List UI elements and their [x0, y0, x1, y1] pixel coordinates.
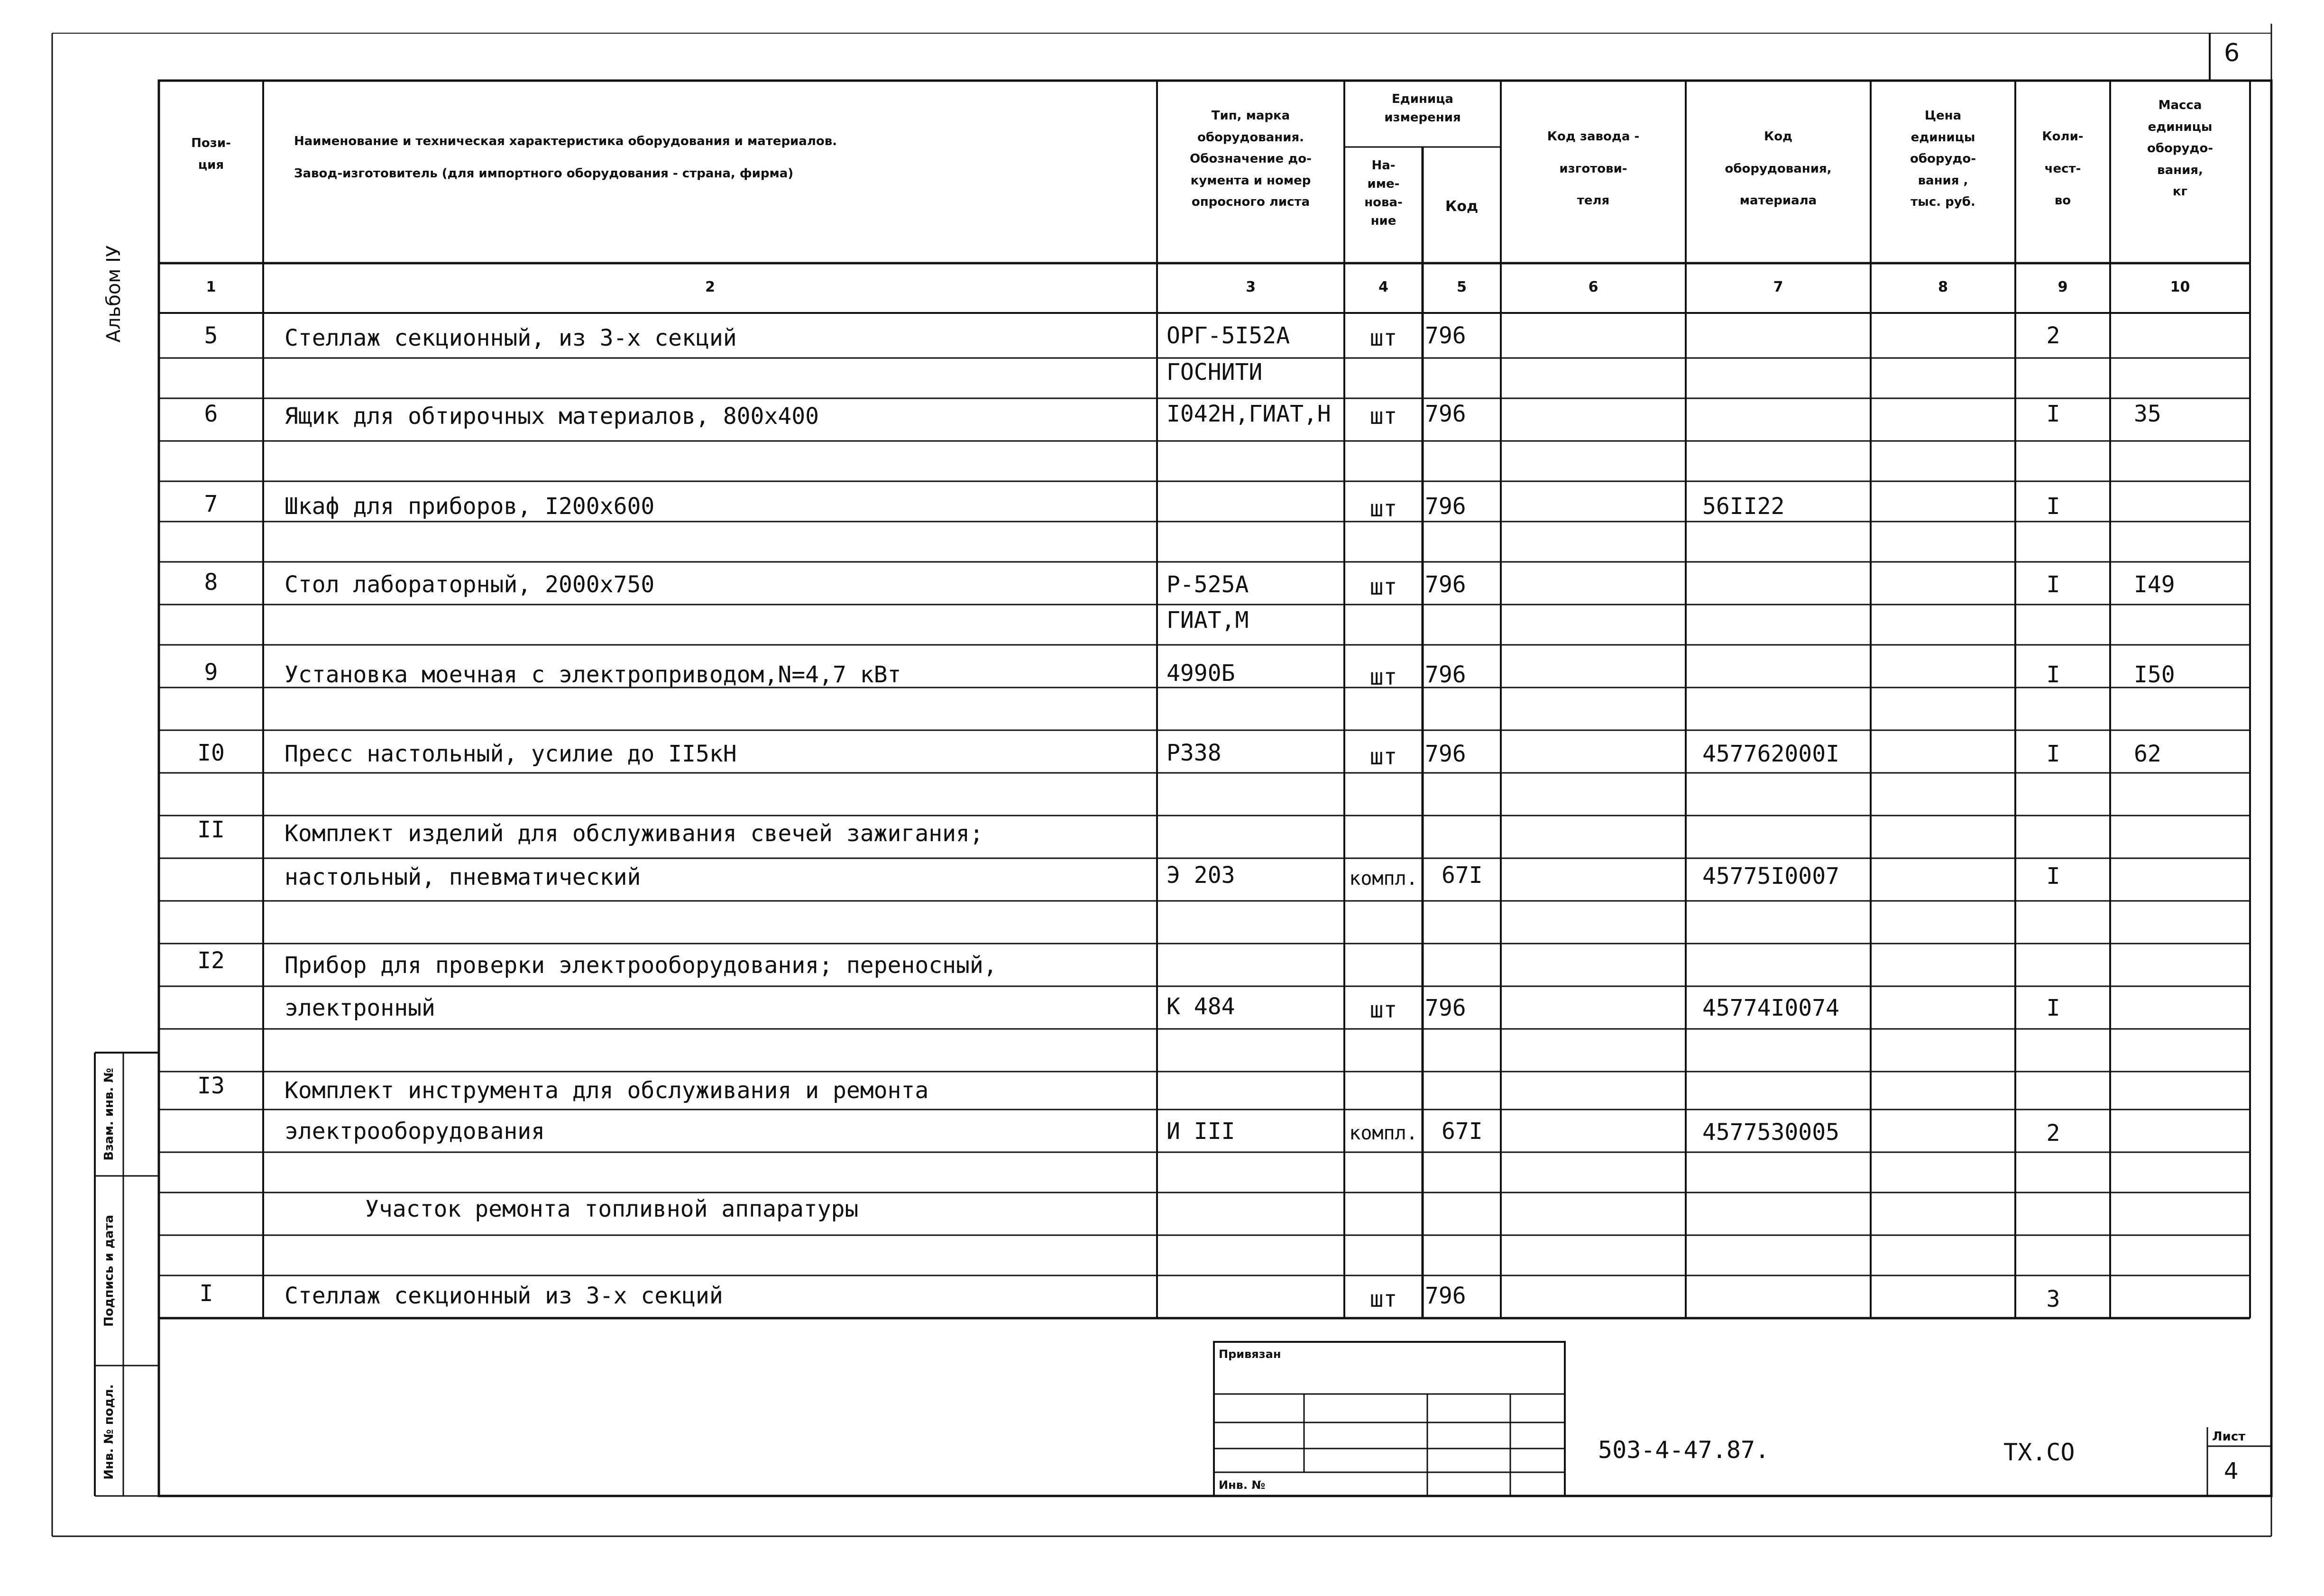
header-unit: Единица измерения [1384, 92, 1461, 125]
column-number: 4 [1378, 279, 1388, 295]
cell-name: Установка моечная с электроприводом,N=4,7 кВт [285, 661, 901, 688]
header-name: Наименование и техническая характеристика оборудования и материалов. Завод-изготовитель (для импортного оборудования - страна, фирма) [294, 134, 837, 181]
cell-unit-code: 67I [1442, 862, 1483, 889]
stamp-inv-original: Инв. № подл. [102, 1384, 116, 1480]
header-position: Пози- ция [191, 136, 231, 172]
cell-quantity: I [2046, 493, 2060, 520]
cell-equipment-code: 56II22 [1702, 493, 1785, 520]
header-plant-code: Код завода - изготови- теля [1547, 129, 1640, 208]
bound-label: Привязан [1219, 1348, 1281, 1361]
cell-unit-code: 796 [1425, 661, 1466, 688]
column-number: 8 [1938, 279, 1948, 295]
cell-name: Стеллаж секционный, из 3-х секций [285, 325, 737, 351]
cell-unit: шт [1369, 997, 1397, 1023]
cell-type: Р-525А [1167, 571, 1249, 598]
cell-unit-code: 796 [1425, 995, 1466, 1021]
album-label: Альбом IУ [103, 245, 125, 343]
cell-mass: 35 [2134, 401, 2161, 427]
column-number: 1 [206, 279, 216, 295]
header-price: Цена единицы оборудо- вания , тыс. руб. [1910, 109, 1976, 209]
cell-name: электрооборудования [285, 1118, 545, 1145]
cell-position: 6 [204, 401, 218, 427]
cell-name: Стол лабораторный, 2000х750 [285, 571, 655, 598]
inv-label: Инв. № [1219, 1478, 1266, 1492]
column-number: 7 [1773, 279, 1783, 295]
cell-quantity: 2 [2046, 322, 2060, 349]
cell-type: ГОСНИТИ [1167, 359, 1263, 385]
cell-unit: шт [1369, 495, 1397, 522]
cell-unit: шт [1369, 403, 1397, 430]
cell-name: настольный, пневматический [285, 864, 641, 890]
cell-unit-code: 796 [1425, 401, 1466, 427]
column-number: 10 [2170, 279, 2190, 295]
cell-unit-code: 67I [1442, 1118, 1483, 1145]
cell-position: 9 [204, 659, 218, 686]
cell-type: Р338 [1167, 740, 1222, 766]
cell-mass: I50 [2134, 661, 2175, 688]
cell-unit-code: 796 [1425, 741, 1466, 767]
cell-quantity: I [2046, 863, 2060, 890]
document-code: 503-4-47.87. [1598, 1436, 1770, 1464]
cell-unit: шт [1369, 574, 1397, 600]
cell-unit-code: 796 [1425, 322, 1466, 349]
cell-name: Комплект инструмента для обслуживания и ремонта [285, 1077, 929, 1104]
cell-unit-code: 796 [1425, 493, 1466, 520]
cell-quantity: 3 [2046, 1286, 2060, 1312]
cell-type: I042Н,ГИАТ,Н [1167, 401, 1331, 427]
cell-unit: компл. [1349, 868, 1418, 890]
cell-unit: шт [1369, 1286, 1397, 1312]
header-mass: Масса единицы оборудо- вания, кг [2147, 98, 2214, 199]
cell-unit-code: 796 [1425, 1283, 1466, 1309]
cell-quantity: I [2046, 571, 2060, 598]
cell-name: Ящик для обтирочных материалов, 800х400 [285, 403, 819, 430]
column-number: 6 [1588, 279, 1598, 295]
cell-type: Э 203 [1167, 862, 1235, 889]
cell-unit: шт [1369, 743, 1397, 770]
cell-position: 7 [204, 491, 218, 517]
stamp-inv-vzam: Взам. инв. № [102, 1068, 116, 1161]
cell-mass: 62 [2134, 741, 2161, 767]
cell-position: I0 [197, 740, 225, 766]
column-number: 3 [1246, 279, 1256, 295]
cell-type: ОРГ-5I52А [1167, 322, 1290, 349]
cell-equipment-code: 45775I0007 [1702, 863, 1839, 890]
cell-position: 5 [204, 322, 218, 349]
sheet-label: Лист [2212, 1430, 2246, 1444]
sheet-number-top: 6 [2224, 39, 2240, 67]
document-mark: ТХ.СО [2003, 1439, 2075, 1466]
cell-type: К 484 [1167, 993, 1235, 1020]
cell-name: Комплект изделий для обслуживания свечей зажигания; [285, 820, 983, 847]
cell-position: I2 [197, 947, 225, 974]
cell-position: 8 [204, 569, 218, 596]
cell-position: I3 [197, 1073, 225, 1099]
cell-quantity: I [2046, 661, 2060, 688]
header-equipment-code: Код оборудования, материала [1725, 129, 1832, 208]
column-number: 5 [1457, 279, 1467, 295]
cell-type: И III [1167, 1118, 1235, 1145]
cell-unit-code: 796 [1425, 571, 1466, 598]
stamp-signature-date: Подпись и дата [102, 1214, 116, 1327]
column-number: 9 [2058, 279, 2068, 295]
column-number: 2 [705, 279, 715, 295]
cell-quantity: I [2046, 741, 2060, 767]
cell-name: Прибор для проверки электрооборудования; переносный, [285, 952, 997, 979]
cell-name: Шкаф для приборов, I200х600 [285, 493, 655, 520]
cell-quantity: I [2046, 401, 2060, 427]
cell-quantity: 2 [2046, 1120, 2060, 1147]
sheet-value: 4 [2224, 1458, 2239, 1485]
cell-mass: I49 [2134, 571, 2175, 598]
cell-equipment-code: 4577530005 [1702, 1119, 1839, 1146]
cell-position: II [197, 816, 225, 843]
header-type: Тип, марка оборудования. Обозначение до- кумента и номер опросного листа [1190, 109, 1312, 209]
header-unit-code: Код [1445, 198, 1479, 215]
header-quantity: Коли- чест- во [2042, 129, 2084, 208]
cell-type: ГИАТ,М [1167, 607, 1249, 633]
cell-unit: шт [1369, 664, 1397, 690]
cell-unit: компл. [1349, 1122, 1418, 1144]
cell-equipment-code: 457762000I [1702, 741, 1839, 767]
cell-name: Стеллаж секционный из 3-х секций [285, 1283, 723, 1309]
cell-unit: шт [1369, 325, 1397, 351]
cell-name: Пресс настольный, усилие до II5кН [285, 741, 737, 767]
cell-name: электронный [285, 995, 435, 1021]
header-unit-name: На- име- нова- ние [1364, 158, 1403, 228]
cell-equipment-code: 45774I0074 [1702, 995, 1839, 1021]
section-heading: Участок ремонта топливной аппаратуры [365, 1196, 859, 1222]
cell-type: 4990Б [1167, 660, 1235, 687]
cell-quantity: I [2046, 995, 2060, 1021]
cell-position: I [199, 1280, 213, 1307]
